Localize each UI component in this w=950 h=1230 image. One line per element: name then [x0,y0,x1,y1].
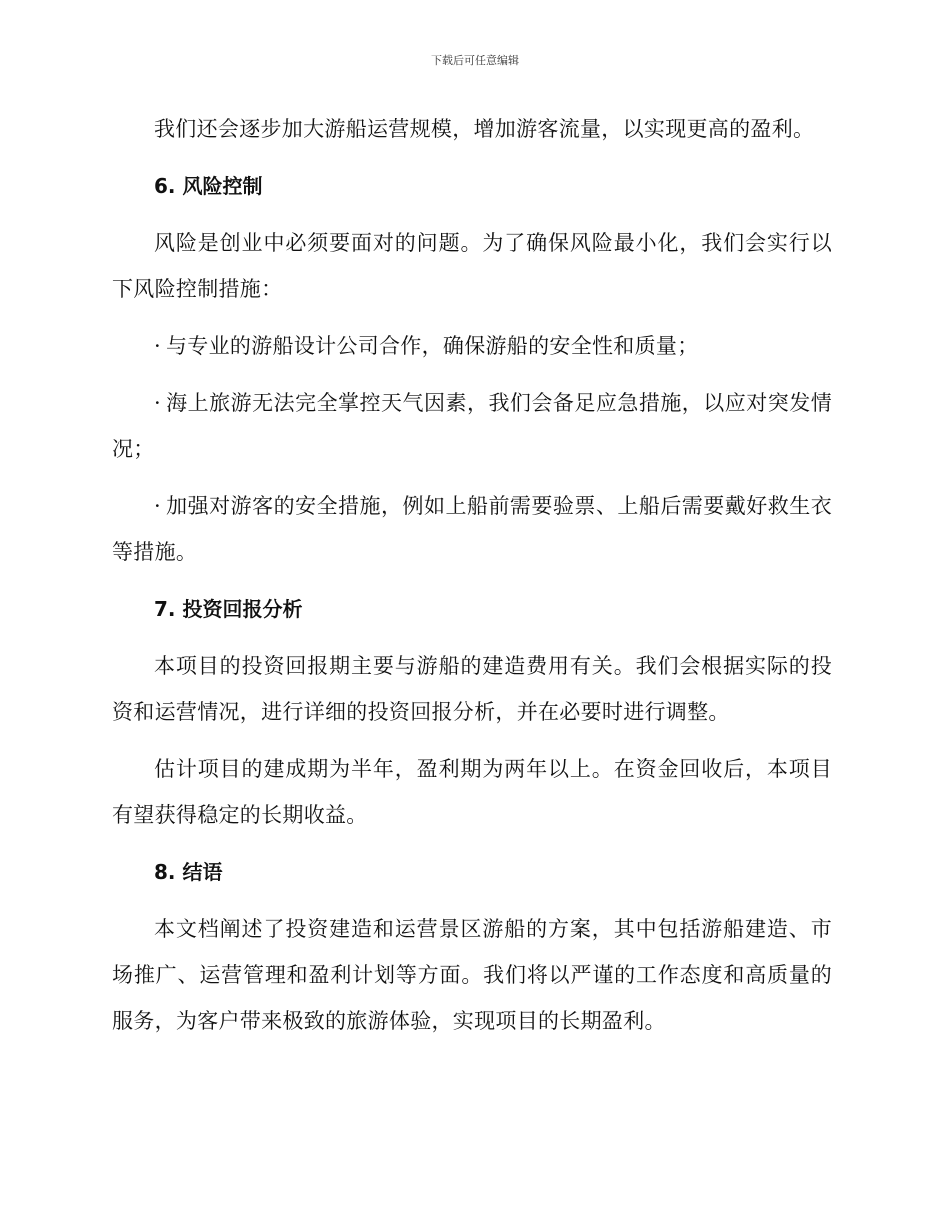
bullet-text: 与专业的游船设计公司合作，确保游船的安全性和质量； [166,334,699,358]
bullet-item [112,380,832,472]
header-note: 下载后可任意编辑 [431,54,519,67]
section-8-paragraph: 本文档阐述了投资建造和运营景区游船的方案，其中包括游船建造、市场推广、运营管理和盈利计划等方面。我们将以严谨的工作态度和高质量的服务，为客户带来极致的旅游体验，实现项目的长期盈利。 [112,917,832,1033]
section-7-paragraph: 估计项目的建成期为半年，盈利期为两年以上。在资金回收后，本项目有望获得稳定的长期收益。 [112,757,832,827]
section-8-heading: 8. 结语 [154,860,223,884]
section-6-paragraph: 风险是创业中必须要面对的问题。为了确保风险最小化，我们会实行以下风险控制措施： [112,231,832,301]
bullet-mark: · [154,494,161,518]
document-body [112,106,832,1055]
section-6-heading: 6. 风险控制 [154,174,263,198]
section-7-heading: 7. 投资回报分析 [154,597,303,621]
bullet-text: 加强对游客的安全措施，例如上船前需要验票、上船后需要戴好救生衣等措施。 [112,494,832,564]
bullet-text: 海上旅游无法完全掌控天气因素，我们会备足应急措施，以应对突发情况； [112,391,832,461]
bullet-mark: · [154,334,161,358]
section-7-paragraph: 本项目的投资回报期主要与游船的建造费用有关。我们会根据实际的投资和运营情况，进行详细的投资回报分析，并在必要时进行调整。 [112,654,832,724]
bullet-item [112,483,832,575]
bullet-mark: · [154,391,161,415]
intro-paragraph: 我们还会逐步加大游船运营规模，增加游客流量，以实现更高的盈利。 [154,117,815,141]
bullet-item [112,323,832,369]
